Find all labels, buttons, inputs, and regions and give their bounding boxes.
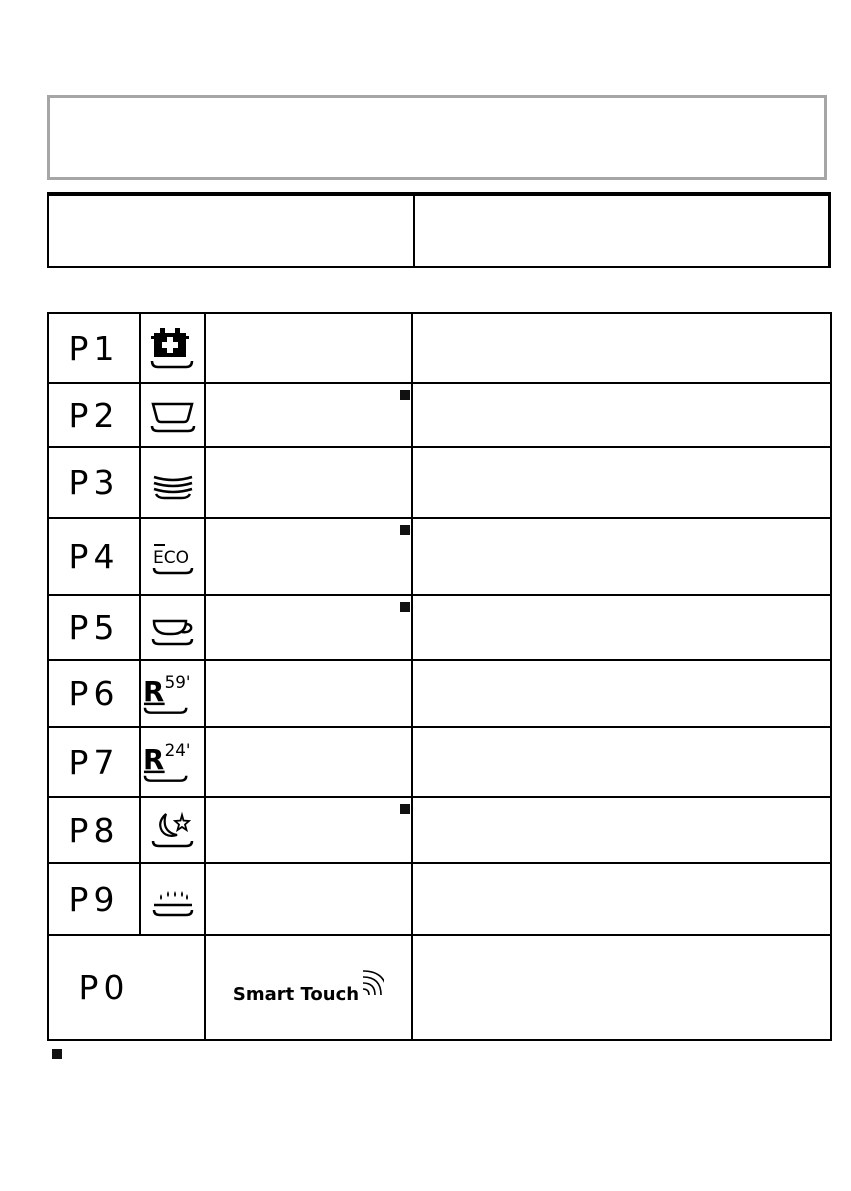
smart-touch-logo <box>206 936 411 1039</box>
footnote-marker <box>400 525 410 535</box>
table-row <box>49 661 830 728</box>
programme-code: P5 <box>68 608 120 647</box>
programme-table <box>47 312 832 1041</box>
programme-code: P2 <box>68 395 120 435</box>
rapid-24-icon <box>141 728 204 796</box>
title-box <box>47 95 827 180</box>
programme-code: P1 <box>68 328 120 368</box>
programme-code: P8 <box>68 810 120 850</box>
programme-code: P0 <box>78 968 130 1007</box>
table-row <box>49 596 830 661</box>
header-divider <box>413 196 415 266</box>
dish-icon <box>141 384 204 446</box>
rapid-59-icon <box>141 661 204 726</box>
programme-code: P4 <box>68 537 120 576</box>
eco-icon <box>141 519 204 594</box>
intensive-pot-icon <box>141 314 204 382</box>
plate-stack-icon <box>141 448 204 517</box>
prewash-drops-icon <box>141 864 204 934</box>
table-row <box>49 798 830 864</box>
header-table <box>47 192 831 268</box>
table-row <box>49 864 830 936</box>
rapid-duration: 59' <box>164 671 191 692</box>
footnote-marker <box>400 390 410 400</box>
table-row <box>49 936 830 1041</box>
table-row <box>49 519 830 596</box>
footnote-marker <box>400 804 410 814</box>
wifi-signal-icon <box>360 967 384 997</box>
table-row <box>49 314 830 384</box>
programme-code: P7 <box>68 742 120 782</box>
programme-code: P9 <box>68 879 120 919</box>
svg-text:ECO: ECO <box>152 547 189 568</box>
footnote-marker <box>400 602 410 612</box>
table-row <box>49 448 830 519</box>
table-row <box>49 728 830 798</box>
rapid-letter: R <box>142 675 165 708</box>
smart-touch-label: Smart Touch <box>232 984 360 1005</box>
table-row <box>49 384 830 448</box>
rapid-duration: 24' <box>164 740 191 761</box>
footnote-marker <box>52 1049 62 1059</box>
rapid-letter: R <box>142 743 165 776</box>
night-moon-star-icon <box>141 798 204 862</box>
cup-icon <box>141 596 204 659</box>
programme-code: P3 <box>68 463 120 502</box>
programme-code: P6 <box>68 674 120 713</box>
